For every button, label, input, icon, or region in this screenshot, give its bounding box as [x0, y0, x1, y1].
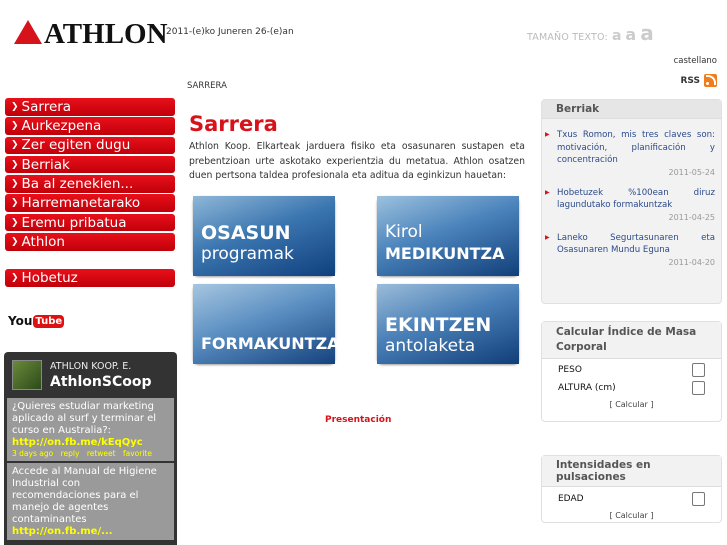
- rss-label: RSS: [680, 75, 700, 86]
- twitter-widget: [4, 352, 177, 545]
- main-menu: [5, 98, 175, 252]
- arrow-icon: ❯: [11, 101, 19, 112]
- menu-item-label: Eremu pribatua: [21, 214, 127, 231]
- tweet-link[interactable]: http://on.fb.me/...: [12, 526, 113, 537]
- language-link[interactable]: castellano: [673, 56, 717, 66]
- menu-item-label: Athlon: [21, 233, 65, 250]
- news-item-date: 2011-04-20: [668, 257, 715, 267]
- bullet-arrow-icon: ▶: [545, 233, 550, 241]
- tile-line1: EKINTZEN: [385, 314, 492, 336]
- menu-item-sarrera[interactable]: [5, 98, 175, 116]
- tile-line2: antolaketa: [385, 336, 476, 356]
- twitter-org: ATHLON KOOP. E.: [50, 361, 132, 372]
- bullet-arrow-icon: ▶: [545, 131, 550, 138]
- news-item-text[interactable]: Laneko Segurtasunaren eta Osasunaren Mundu Eguna: [557, 232, 715, 255]
- menu-item-label: Aurkezpena: [21, 118, 102, 135]
- rss-link[interactable]: [681, 74, 718, 87]
- menu-item-label: Harremanetarako: [21, 195, 141, 212]
- tile-kirol-medikuntza[interactable]: [377, 196, 519, 276]
- arrow-icon: ❯: [11, 198, 19, 209]
- youtube-link[interactable]: [8, 314, 64, 328]
- tweet-text: Accede al Manual de Higiene Industrial con recomendaciones para el manejo de agentes contaminantes: [12, 466, 157, 525]
- menu-item-eremu-pribatua[interactable]: [5, 214, 175, 232]
- youtube-you: You: [8, 314, 33, 328]
- text-size-medium[interactable]: a: [625, 25, 637, 44]
- menu-item-harremanetarako[interactable]: [5, 194, 175, 212]
- bmi-title: Calcular Índice de Masa Corporal: [542, 322, 721, 359]
- youtube-tube: Tube: [35, 315, 63, 327]
- tweet: [7, 398, 174, 461]
- pulse-calculator: [541, 455, 722, 523]
- bmi-height-row: [542, 379, 721, 397]
- news-item-text[interactable]: Txus Romon, mis tres claves son: motivación, planificación y concentración: [557, 130, 715, 165]
- menu-item-label: Sarrera: [21, 98, 72, 115]
- tile-ekintzen-antolaketa[interactable]: [377, 284, 519, 364]
- breadcrumb: SARRERA: [187, 81, 227, 91]
- tile-osasun-programak[interactable]: [193, 196, 335, 276]
- twitter-handle[interactable]: AthlonSCoop: [50, 374, 152, 390]
- menu-item-label: Hobetuz: [21, 270, 78, 286]
- menu-item-zer-egiten-dugu[interactable]: [5, 137, 175, 155]
- current-date: 2011-(e)ko Juneren 26-(e)an: [166, 27, 294, 37]
- text-size-control: [527, 21, 654, 45]
- news-item[interactable]: [542, 232, 721, 267]
- bmi-calculator: [541, 321, 722, 422]
- tweet: [7, 463, 174, 540]
- news-title: Berriak: [542, 100, 721, 119]
- tweet-retweet[interactable]: retweet: [86, 449, 116, 458]
- tile-line2: FORMAKUNTZA: [201, 334, 340, 353]
- weight-label: PESO: [558, 365, 582, 375]
- height-input[interactable]: [692, 381, 705, 395]
- tweet-favorite[interactable]: favorite: [122, 449, 152, 458]
- arrow-icon: ❯: [11, 217, 19, 228]
- news-item-date: 2011-05-24: [668, 167, 715, 177]
- tile-line1: Kirol: [385, 222, 423, 242]
- tweet-meta: [12, 449, 169, 458]
- page-title: Sarrera: [189, 112, 278, 136]
- bullet-arrow-icon: ▶: [545, 188, 550, 196]
- arrow-icon: ❯: [11, 140, 19, 151]
- text-size-label: TAMAÑO TEXTO:: [527, 32, 608, 43]
- menu-item-hobetuz[interactable]: [5, 269, 175, 287]
- menu-item-athlon[interactable]: [5, 233, 175, 251]
- menu-item-aurkezpena[interactable]: [5, 117, 175, 135]
- bmi-weight-row: [542, 361, 721, 379]
- arrow-icon: ❯: [11, 273, 19, 283]
- bmi-calculate-button[interactable]: [ Calcular ]: [609, 400, 654, 409]
- arrow-icon: ❯: [11, 121, 19, 132]
- arrow-icon: ❯: [11, 159, 19, 170]
- menu-item-berriak[interactable]: [5, 156, 175, 174]
- text-size-large[interactable]: a: [640, 21, 654, 45]
- avatar[interactable]: [12, 360, 42, 390]
- tile-formakuntza[interactable]: [193, 284, 340, 364]
- tile-line2: programak: [201, 244, 294, 264]
- intro-text: Athlon Koop. Elkarteak jarduera fisiko eta osasunaren sustapen eta prebentzioan urte askotako experientzia du metatua. Athlon osatzen duen pertsona taldea profesionala eta aditua da eginkizun hauetan:: [189, 141, 525, 181]
- presentation-link[interactable]: Presentación: [325, 415, 392, 425]
- athlon-logo[interactable]: [14, 16, 168, 50]
- news-item-date: 2011-04-25: [668, 212, 715, 222]
- tweet-text: ¿Quieres estudiar marketing aplicado al surf y terminar el curso en Australia?:: [12, 401, 157, 436]
- arrow-icon: ❯: [11, 236, 19, 247]
- pulse-age-row: [542, 490, 721, 508]
- text-size-small[interactable]: a: [611, 28, 622, 44]
- logo-text: ATHLON: [44, 18, 168, 50]
- height-label: ALTURA (cm): [558, 383, 616, 393]
- pulse-title: Intensidades en pulsaciones: [542, 456, 721, 487]
- news-item[interactable]: [542, 129, 721, 177]
- logo-mark: [14, 16, 168, 50]
- age-label: EDAD: [558, 494, 584, 504]
- arrow-icon: ❯: [11, 178, 19, 189]
- menu-item-label: Berriak: [21, 156, 70, 173]
- rss-icon: [704, 74, 717, 87]
- tile-line2: MEDIKUNTZA: [385, 244, 505, 263]
- age-input[interactable]: [692, 492, 705, 506]
- pulse-calculate-button[interactable]: [ Calcular ]: [609, 511, 654, 520]
- news-box: [541, 99, 722, 304]
- menu-item-label: Zer egiten dugu: [21, 137, 131, 154]
- news-item[interactable]: [542, 187, 721, 222]
- weight-input[interactable]: [692, 363, 705, 377]
- tile-line1: OSASUN: [201, 222, 291, 244]
- tweet-link[interactable]: http://on.fb.me/kEqQyc: [12, 437, 143, 448]
- tweet-time[interactable]: 3 days ago: [12, 449, 54, 458]
- menu-item-label: Ba al zenekien...: [21, 175, 134, 192]
- menu-item-ba-al-zenekien[interactable]: [5, 175, 175, 193]
- news-item-text[interactable]: Hobetuzek %100ean diruz lagundutako formakuntzak: [557, 187, 715, 210]
- tweet-reply[interactable]: reply: [60, 449, 80, 458]
- twitter-header: [4, 352, 177, 398]
